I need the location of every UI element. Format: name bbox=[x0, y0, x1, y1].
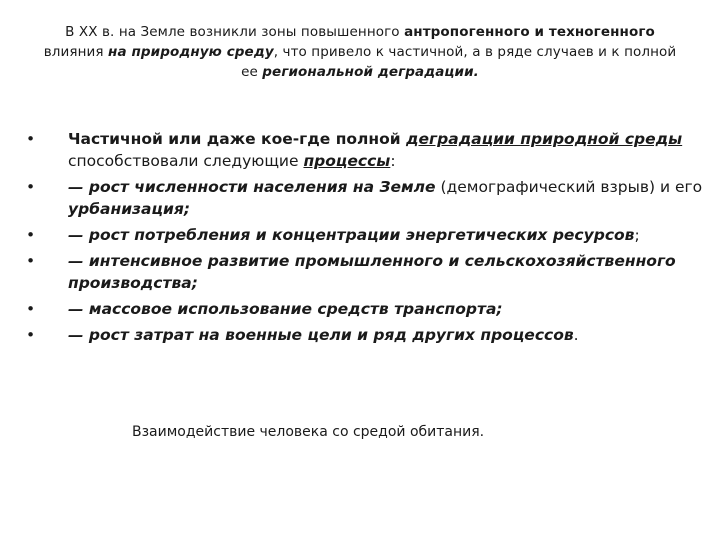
list-item-emphasis: — рост потребления и концентрации энергетических ресурсов bbox=[68, 226, 635, 244]
list-item bbox=[24, 324, 704, 346]
list-item-emphasis: — рост затрат на военные цели и ряд других процессов bbox=[68, 326, 574, 344]
list-item-emphasis: — интенсивное развитие промышленного и сельскохозяйственного производства; bbox=[68, 252, 676, 292]
list-item-emphasis: урбанизация; bbox=[68, 200, 191, 218]
bullet-icon: • bbox=[26, 326, 36, 344]
bullet-icon: • bbox=[26, 178, 36, 196]
list-item-text: способствовали следующие bbox=[68, 152, 304, 170]
list-item-emphasis: — массовое использование средств транспорта; bbox=[68, 300, 503, 318]
list-item bbox=[24, 128, 704, 172]
list-item-text: : bbox=[390, 152, 396, 170]
list-item-text: (демографический взрыв) и его bbox=[435, 178, 703, 196]
intro-emphasis-degradation: региональной деградации. bbox=[262, 64, 479, 80]
list-item-emphasis: — рост численности населения на Земле bbox=[68, 178, 436, 196]
list-item-text: . bbox=[573, 326, 579, 344]
list-item-text: ; bbox=[634, 226, 640, 244]
bullet-icon: • bbox=[26, 252, 36, 270]
caption-text: Взаимодействие человека со средой обитания. bbox=[132, 424, 485, 440]
list-item bbox=[24, 176, 704, 220]
process-list bbox=[24, 128, 704, 350]
list-item-emphasis: процессы bbox=[303, 152, 391, 170]
list-item bbox=[24, 298, 704, 320]
bullet-icon: • bbox=[26, 226, 36, 244]
list-item-text: Частичной или даже кое-где полной bbox=[68, 130, 407, 148]
intro-emphasis-environment: на природную среду bbox=[108, 44, 274, 60]
intro-text: влияния bbox=[43, 44, 109, 60]
intro-emphasis-anthropogenic: антропогенного и техногенного bbox=[404, 24, 655, 40]
intro-paragraph bbox=[40, 22, 680, 82]
intro-text: В XX в. на Земле возникли зоны повышенного bbox=[65, 24, 405, 40]
bullet-icon: • bbox=[26, 130, 36, 148]
list-item bbox=[24, 224, 704, 246]
list-item bbox=[24, 250, 704, 294]
bullet-icon: • bbox=[26, 300, 36, 318]
list-item-emphasis: деградации природной среды bbox=[406, 130, 683, 148]
intro-text: , что привело к частичной, а в ряде случаев и к полной ее bbox=[241, 44, 677, 80]
